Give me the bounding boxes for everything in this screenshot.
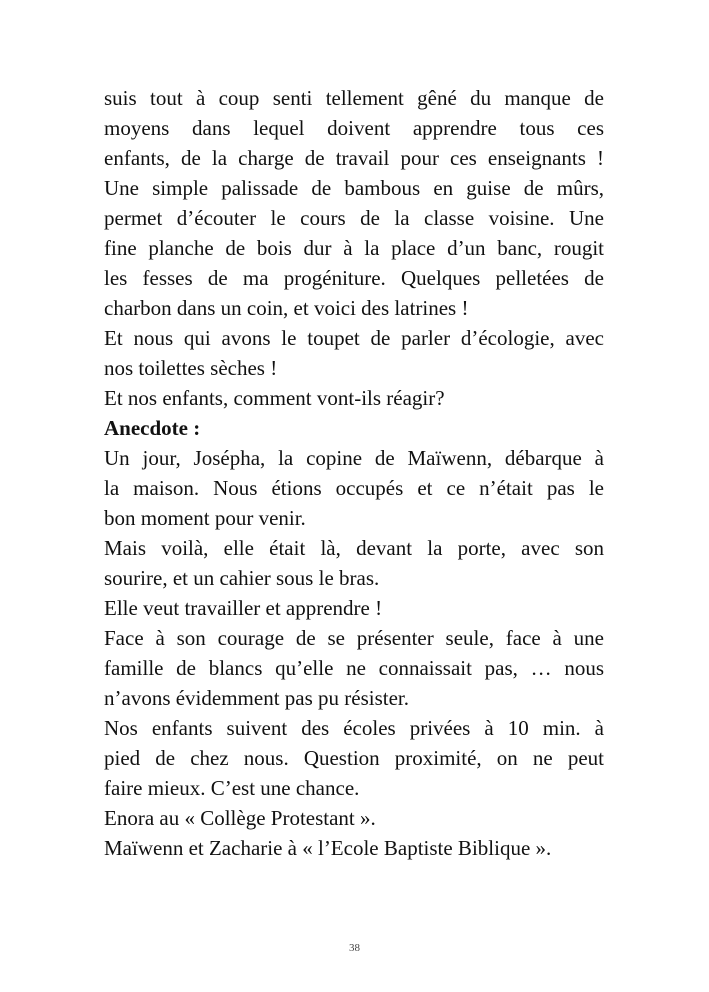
text-line: permet d’écouter le cours de la classe voisine. Une bbox=[104, 206, 604, 230]
text-line: Elle veut travailler et apprendre ! bbox=[104, 596, 383, 620]
page-number: 38 bbox=[349, 942, 360, 954]
text-line: la maison. Nous étions occupés et ce n’était pas le bbox=[104, 476, 604, 500]
text-line: n’avons évidemment pas pu résister. bbox=[104, 686, 410, 710]
text-line: Et nous qui avons le toupet de parler d’écologie, avec bbox=[104, 326, 604, 350]
text-line: les fesses de ma progéniture. Quelques pelletées de bbox=[104, 266, 604, 290]
text-line: Mais voilà, elle était là, devant la porte, avec son bbox=[104, 536, 604, 560]
text-line: charbon dans un coin, et voici des latrines ! bbox=[104, 296, 469, 320]
text-line: Enora au « Collège Protestant ». bbox=[104, 806, 376, 830]
text-line: moyens dans lequel doivent apprendre tous ces bbox=[104, 116, 604, 140]
text-line: Maïwenn et Zacharie à « l’Ecole Baptiste Biblique ». bbox=[104, 836, 552, 860]
text-line: nos toilettes sèches ! bbox=[104, 356, 278, 380]
text-line: pied de chez nous. Question proximité, on ne peut bbox=[104, 746, 604, 770]
text-line: bon moment pour venir. bbox=[104, 506, 306, 530]
text-line: Une simple palissade de bambous en guise de mûrs, bbox=[104, 176, 604, 200]
text-line: faire mieux. C’est une chance. bbox=[104, 776, 360, 800]
text-line: Et nos enfants, comment vont-ils réagir? bbox=[104, 386, 445, 410]
text-line: Un jour, Josépha, la copine de Maïwenn, débarque à bbox=[104, 446, 604, 470]
section-heading: Anecdote : bbox=[104, 416, 201, 440]
text-line: famille de blancs qu’elle ne connaissait pas, … nous bbox=[104, 656, 604, 680]
text-line: enfants, de la charge de travail pour ces enseignants ! bbox=[104, 146, 604, 170]
text-line: sourire, et un cahier sous le bras. bbox=[104, 566, 380, 590]
text-line: Nos enfants suivent des écoles privées à 10 min. à bbox=[104, 716, 604, 740]
page-body-text bbox=[104, 83, 604, 863]
text-line: suis tout à coup senti tellement gêné du manque de bbox=[104, 86, 604, 110]
text-line: Face à son courage de se présenter seule, face à une bbox=[104, 626, 604, 650]
text-line: fine planche de bois dur à la place d’un banc, rougit bbox=[104, 236, 604, 260]
